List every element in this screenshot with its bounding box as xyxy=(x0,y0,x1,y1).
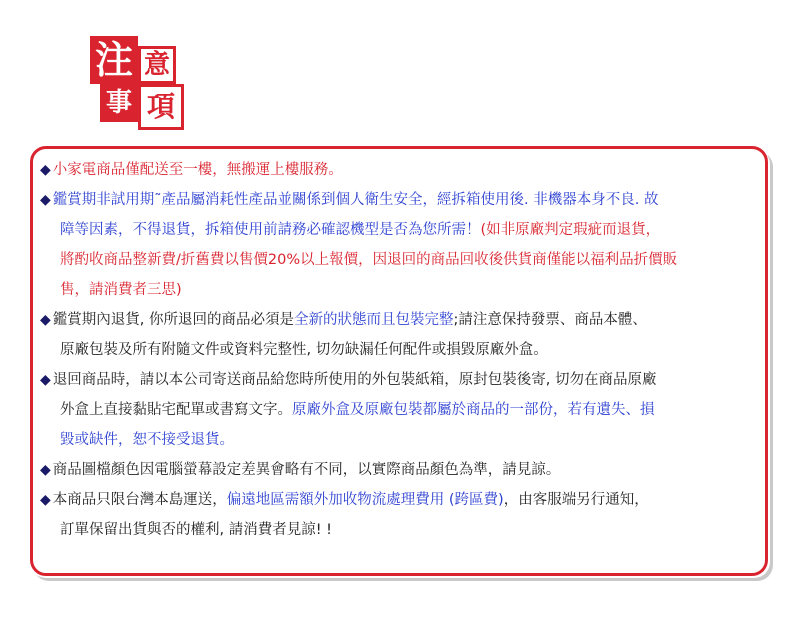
title-char-3: 事 xyxy=(100,84,138,122)
notice-item xyxy=(40,485,758,515)
notice-text: 原廠外盒及原廠包裝都屬於商品的一部份，若有遺失、損 xyxy=(292,402,655,418)
notice-text: 毀或缺件，恕不接受退貨。 xyxy=(60,432,234,448)
diamond-bullet-icon: ◆ xyxy=(40,492,51,508)
notice-item-continuation xyxy=(40,245,758,275)
notice-text: 原廠包裝及所有附隨文件或資料完整性, 切勿缺漏任何配件或損毀原廠外盒。 xyxy=(60,342,548,358)
notice-text: (如非原廠判定瑕疵而退貨， xyxy=(480,222,661,238)
notice-text: ，由客服端另行通知， xyxy=(503,492,649,508)
notice-text: 訂單保留出貨與否的權利, 請消費者見諒! ! xyxy=(60,522,332,538)
notice-text: 全新的狀態而且包裝完整 xyxy=(294,312,454,328)
notice-text: 鑑賞期非試用期˜產品屬消耗性產品並關係到個人衛生安全，經拆箱使用後. 非機器本身不良. 故 xyxy=(52,192,659,208)
notice-item xyxy=(40,185,758,215)
notice-item-continuation xyxy=(40,515,758,545)
notice-item-continuation xyxy=(40,215,758,245)
notice-text: 退回商品時，請以本公司寄送商品給您時所使用的外包裝紙箱，原封包裝後寄, 切勿在商品原廠 xyxy=(52,372,657,388)
notice-text: 小家電商品僅配送至一樓，無搬運上樓服務。 xyxy=(52,162,343,178)
title-char-4: 項 xyxy=(138,84,184,130)
notice-title-badge xyxy=(90,36,184,136)
notice-text: 鑑賞期內退貨, 你所退回的商品必須是 xyxy=(52,312,294,328)
notice-item xyxy=(40,155,758,185)
notice-item xyxy=(40,455,758,485)
diamond-bullet-icon: ◆ xyxy=(40,192,51,208)
notice-text: 本商品只限台灣本島運送， xyxy=(52,492,227,508)
notice-item-continuation xyxy=(40,395,758,425)
diamond-bullet-icon: ◆ xyxy=(40,372,51,388)
notice-text: 障等因素，不得退貨，拆箱使用前請務必確認機型是否為您所需！ xyxy=(60,222,481,238)
notice-text: 商品圖檔顏色因電腦螢幕設定差異會略有不同，以實際商品顏色為準，請見諒。 xyxy=(52,462,561,478)
notice-text: 偏遠地區需額外加收物流處理費用 (跨區費) xyxy=(226,492,504,508)
notice-item-continuation xyxy=(40,335,758,365)
title-char-1: 注 xyxy=(90,36,138,84)
diamond-bullet-icon: ◆ xyxy=(40,312,51,328)
notice-text: ;請注意保持發票、商品本體、 xyxy=(453,312,647,328)
diamond-bullet-icon: ◆ xyxy=(40,162,51,178)
diamond-bullet-icon: ◆ xyxy=(40,462,51,478)
notice-item xyxy=(40,365,758,395)
title-char-2: 意 xyxy=(138,46,176,84)
notice-item-continuation xyxy=(40,425,758,455)
notice-item xyxy=(40,305,758,335)
notice-text: 外盒上直接黏貼宅配單或書寫文字。 xyxy=(60,402,292,418)
notice-list xyxy=(40,155,758,545)
notice-item-continuation xyxy=(40,275,758,305)
notice-text: 將酌收商品整新費/折舊費以售價20%以上報價，因退回的商品回收後供貨商僅能以福利品折價販 xyxy=(60,252,678,268)
notice-text: 售，請消費者三思) xyxy=(60,282,182,298)
